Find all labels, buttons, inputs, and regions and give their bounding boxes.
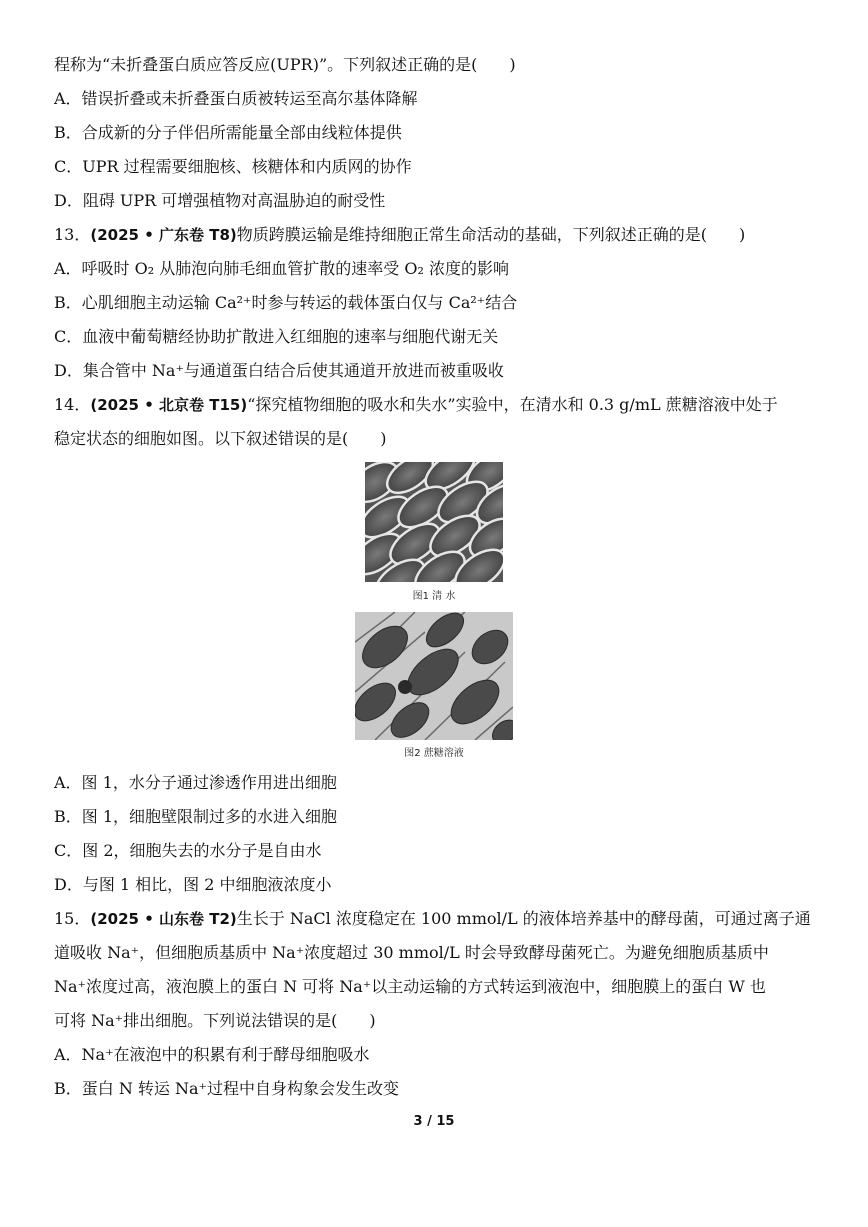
q13-source: (2025 • 广东卷 T8) (90, 226, 237, 244)
q15-stem-line3: Na⁺浓度过高，液泡膜上的蛋白 N 可将 Na⁺以主动运输的方式转运到液泡中，细胞膜上的蛋白 W 也 (54, 977, 766, 996)
q15-stem-text: 生长于 NaCl 浓度稳定在 100 mmol/L 的液体培养基中的酵母菌，可通过离子通 (236, 909, 811, 928)
q15-source: (2025 • 山东卷 T2) (90, 910, 237, 928)
figure-2-cells-in-sucrose (355, 612, 513, 740)
q14-source: (2025 • 北京卷 T15) (90, 396, 248, 414)
q13-option-d: D．集合管中 Na⁺与通道蛋白结合后使其通道开放进而被重吸收 (54, 361, 504, 380)
q14-stem-line1 (54, 394, 824, 416)
q15-stem-line4: 可将 Na⁺排出细胞。下列说法错误的是( ) (54, 1011, 376, 1030)
q14-option-c: C．图 2，细胞失去的水分子是自由水 (54, 841, 322, 860)
figure-2-caption: 图2 蔗糖溶液 (404, 748, 464, 759)
q13-number: 13． (54, 225, 91, 244)
q13-stem-text: 物质跨膜运输是维持细胞正常生命活动的基础，下列叙述正确的是( ) (236, 225, 746, 244)
q15-option-b: B．蛋白 N 转运 Na⁺过程中自身构象会发生改变 (54, 1079, 400, 1098)
q15-stem-line2: 道吸收 Na⁺，但细胞质基质中 Na⁺浓度超过 30 mmol/L 时会导致酵母菌死亡。为避免细胞质基质中 (54, 943, 769, 962)
q12-option-a: A．错误折叠或未折叠蛋白质被转运至高尔基体降解 (54, 89, 418, 108)
q12-option-b: B．合成新的分子伴侣所需能量全部由线粒体提供 (54, 123, 402, 142)
q14-number: 14． (54, 395, 91, 414)
q14-stem-text: “探究植物细胞的吸水和失水”实验中，在清水和 0.3 g/mL 蔗糖溶液中处于 (247, 395, 778, 414)
q13-option-c: C．血液中葡萄糖经协助扩散进入红细胞的速率与细胞代谢无关 (54, 327, 499, 346)
figure-1-cells-in-water (365, 462, 503, 582)
q14-option-b: B．图 1，细胞壁限制过多的水进入细胞 (54, 807, 338, 826)
q13-option-a: A．呼吸时 O₂ 从肺泡向肺毛细血管扩散的速率受 O₂ 浓度的影响 (54, 259, 509, 278)
q12-stem-tail: 程称为“未折叠蛋白质应答反应(UPR)”。下列叙述正确的是( ) (54, 55, 516, 74)
q14-stem-line2: 稳定状态的细胞如图。以下叙述错误的是( ) (54, 429, 387, 448)
q13-stem (54, 224, 824, 246)
q14-option-a: A．图 1，水分子通过渗透作用进出细胞 (54, 773, 337, 792)
q14-option-d: D．与图 1 相比，图 2 中细胞液浓度小 (54, 875, 332, 894)
q12-option-c: C．UPR 过程需要细胞核、核糖体和内质网的协作 (54, 157, 412, 176)
q15-number: 15． (54, 909, 91, 928)
page-number: 3 / 15 (413, 1114, 455, 1129)
q13-option-b: B．心肌细胞主动运输 Ca²⁺时参与转运的载体蛋白仅与 Ca²⁺结合 (54, 293, 518, 312)
q15-option-a: A．Na⁺在液泡中的积累有利于酵母细胞吸水 (54, 1045, 370, 1064)
figure-1-caption: 图1 清 水 (412, 591, 456, 602)
q12-option-d: D．阻碍 UPR 可增强植物对高温胁迫的耐受性 (54, 191, 386, 210)
q15-stem-line1 (54, 908, 824, 930)
